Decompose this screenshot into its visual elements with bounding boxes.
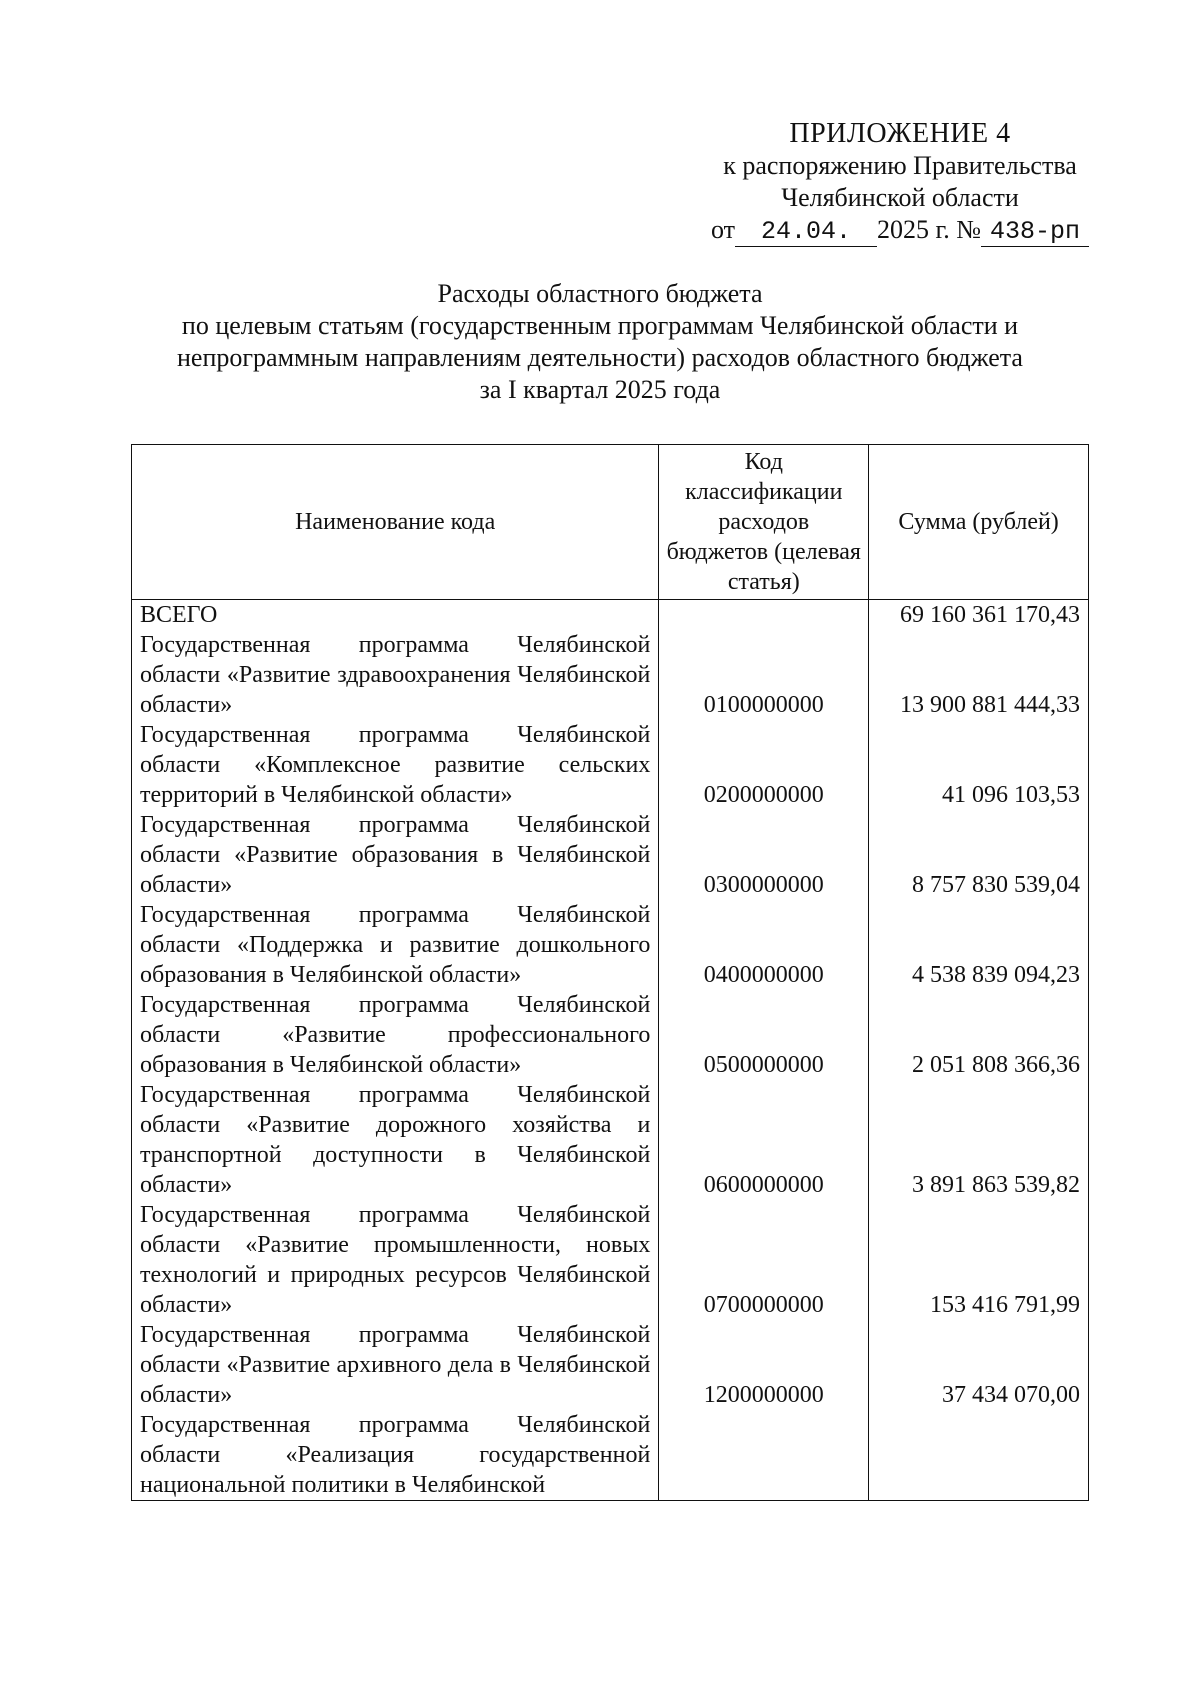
order-date-line: [690, 214, 1110, 247]
cell-code: 0600000000: [659, 1080, 869, 1200]
cell-sum: 37 434 070,00: [869, 1320, 1089, 1410]
table-row: [132, 1410, 1089, 1501]
title-line-3: непрограммным направлениям деятельности) расходов областного бюджета: [177, 343, 1023, 372]
cell-sum: 8 757 830 539,04: [869, 810, 1089, 900]
cell-sum: [869, 1410, 1089, 1501]
title-line-4: за I квартал 2025 года: [479, 375, 721, 404]
table-row: [132, 1080, 1089, 1200]
table-row: [132, 990, 1089, 1080]
table-row-total: [132, 600, 1089, 631]
table-body: [132, 600, 1089, 1501]
cell-name: Государственная программа Челябинской области «Развитие дорожного хозяйства и транспортной доступности в Челябинской области»: [132, 1080, 659, 1200]
table-row: [132, 900, 1089, 990]
table-row: [132, 630, 1089, 720]
column-header-name: Наименование кода: [132, 445, 659, 600]
table-header: [132, 445, 1089, 600]
title-line-2: по целевым статьям (государственным программам Челябинской области и: [181, 311, 1019, 340]
cell-code: [659, 1410, 869, 1501]
year-number-label: 2025 г. №: [876, 215, 982, 244]
cell-name: ВСЕГО: [132, 600, 659, 631]
cell-name: Государственная программа Челябинской области «Развитие архивного дела в Челябинской области»: [132, 1320, 659, 1410]
cell-name: Государственная программа Челябинской области «Реализация государственной национальной политики в Челябинской: [132, 1410, 659, 1501]
cell-name: Государственная программа Челябинской области «Комплексное развитие сельских территорий в Челябинской области»: [132, 720, 659, 810]
table-row: [132, 810, 1089, 900]
handwritten-order-number: 438-рп: [981, 218, 1089, 247]
cell-code: 1200000000: [659, 1320, 869, 1410]
table-row: [132, 1320, 1089, 1410]
cell-code: 0300000000: [659, 810, 869, 900]
budget-table: [131, 444, 1089, 1501]
document-title: [120, 278, 1080, 406]
appendix-title: ПРИЛОЖЕНИЕ 4: [789, 118, 1011, 149]
handwritten-date: 24.04.: [735, 218, 877, 247]
cell-name: Государственная программа Челябинской области «Развитие образования в Челябинской области»: [132, 810, 659, 900]
cell-name: Государственная программа Челябинской области «Развитие профессионального образования в Челябинской области»: [132, 990, 659, 1080]
cell-code: 0700000000: [659, 1200, 869, 1320]
table-row: [132, 1200, 1089, 1320]
cell-sum: 153 416 791,99: [869, 1200, 1089, 1320]
table-row: [132, 720, 1089, 810]
column-header-sum: Сумма (рублей): [869, 445, 1089, 600]
appendix-header: [690, 118, 1110, 247]
cell-sum: 2 051 808 366,36: [869, 990, 1089, 1080]
cell-sum: 69 160 361 170,43: [869, 600, 1089, 631]
column-header-code: Код классификации расходов бюджетов (целевая статья): [659, 445, 869, 600]
appendix-line-region: Челябинской области: [781, 183, 1019, 212]
cell-sum: 4 538 839 094,23: [869, 900, 1089, 990]
cell-code: [659, 600, 869, 631]
from-label: от: [710, 215, 735, 244]
cell-name: Государственная программа Челябинской области «Развитие здравоохранения Челябинской области»: [132, 630, 659, 720]
cell-sum: 3 891 863 539,82: [869, 1080, 1089, 1200]
cell-sum: 13 900 881 444,33: [869, 630, 1089, 720]
title-line-1: Расходы областного бюджета: [437, 279, 763, 308]
cell-sum: 41 096 103,53: [869, 720, 1089, 810]
cell-code: 0200000000: [659, 720, 869, 810]
appendix-line-order: к распоряжению Правительства: [723, 151, 1077, 180]
cell-code: 0500000000: [659, 990, 869, 1080]
cell-code: 0100000000: [659, 630, 869, 720]
cell-name: Государственная программа Челябинской области «Развитие промышленности, новых технологий и природных ресурсов Челябинской области»: [132, 1200, 659, 1320]
cell-name: Государственная программа Челябинской области «Поддержка и развитие дошкольного образования в Челябинской области»: [132, 900, 659, 990]
cell-code: 0400000000: [659, 900, 869, 990]
